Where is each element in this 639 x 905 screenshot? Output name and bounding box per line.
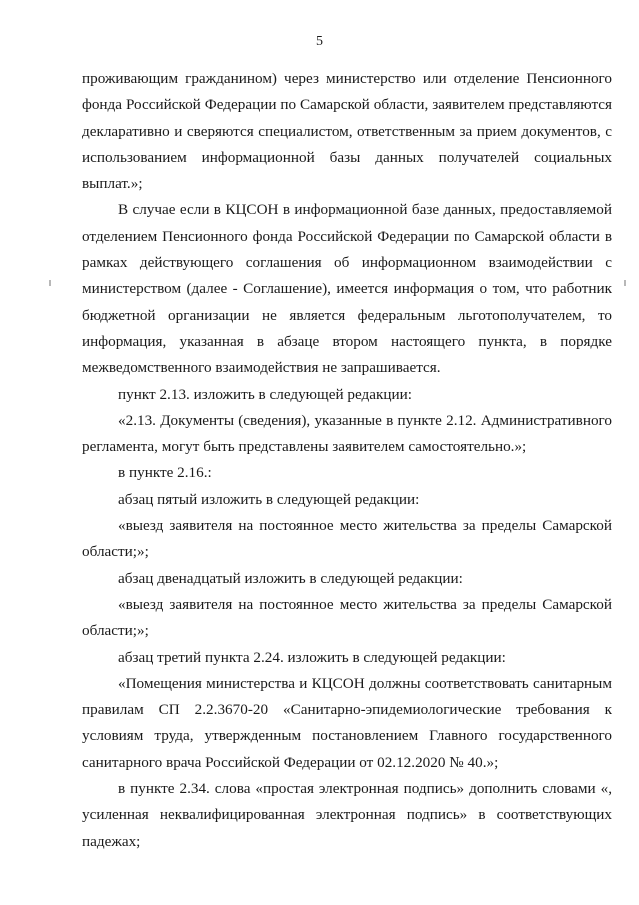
paragraph-item-2-13-instruction: пункт 2.13. изложить в следующей редакции:: [118, 385, 412, 403]
paragraph-kcson-info: В случае если в КЦСОН в информационной базе данных, предоставляемой отделением Пенсионного фонда Российской Федерации по Самарской области в рамках действующего соглашения об информационном взаимодействии с министерством (далее - Соглашение), имеется информация о том, что работник бюджетной организации не является федеральным льготополучателем, то информация, указанная в абзаце втором настоящего пункта, в порядке межведомственного взаимодействия не запрашивается.: [82, 201, 612, 377]
page-number: 5: [316, 34, 323, 49]
paragraph-continuation: проживающим гражданином) через министерство или отделение Пенсионного фонда Российской Федерации по Самарской области, заявителем представляются декларативно и сверяются специалистом, ответственным за прием документов, с использованием информационной базы данных получателей социальных выплат.»;: [82, 70, 612, 193]
paragraph-item-2-34: в пункте 2.34. слова «простая электронная подпись» дополнить словами «, усиленная неквалифицированная электронная подпись» в соответствующих падежах;: [82, 780, 612, 850]
paragraph-item-2-24-instruction: абзац третий пункта 2.24. изложить в следующей редакции:: [118, 648, 506, 666]
paragraph-item-2-16: в пункте 2.16.:: [118, 464, 212, 482]
paragraph-item-2-13-text: «2.13. Документы (сведения), указанные в пункте 2.12. Административного регламента, могут быть представлены заявителем самостоятельно.»;: [82, 411, 612, 456]
paragraph-twelfth-instruction: абзац двенадцатый изложить в следующей редакции:: [118, 569, 463, 587]
paragraph-fifth-text: «выезд заявителя на постоянное место жительства за пределы Самарской области;»;: [82, 517, 612, 561]
paragraph-item-2-24-text: «Помещения министерства и КЦСОН должны соответствовать санитарным правилам СП 2.2.3670-20 «Санитарно-эпидемиологические требования к условиям труда, утвержденным постановлением Главного государственного санитарного врача Российской Федерации от 02.12.2020 № 40.»;: [82, 674, 612, 771]
scan-artifact-left: [49, 280, 51, 286]
document-body: [82, 66, 612, 855]
paragraph-twelfth-text: «выезд заявителя на постоянное место жительства за пределы Самарской области;»;: [82, 595, 612, 640]
paragraph-fifth-instruction: абзац пятый изложить в следующей редакции:: [118, 490, 420, 508]
scan-artifact-right: [624, 280, 626, 286]
